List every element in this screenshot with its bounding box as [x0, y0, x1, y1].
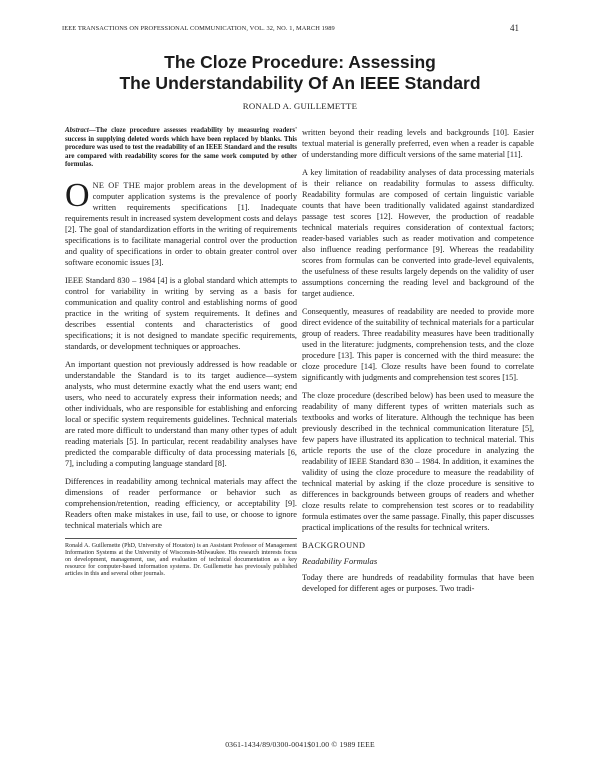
intro-paragraph-2: IEEE Standard 830 – 1984 [4] is a global standard which attempts to control for variability in writing by serving as a basis for communication and quality control and establishing norms of good practice in the writing of system requirements. It defines and describes essential contents and characteristics of good specifications; it is not designed to mandate specific requirements, standards, or development techniques or approaches. — [65, 275, 297, 351]
body-paragraph-2: A key limitation of readability analyses of data processing materials is their reliance on readability formulas to assess difficulty. Readability formulas are composed of certain linguistic variable counts that have been traditionally validated against standardized passage test scores [12]. However, the production of readable technical materials requires consideration of contextual factors; reader-based variables such as reader motivation and competence also influence reading performance [9]. Whereas the readability scores from formulas can be converted into grade-level equivalents, the usefulness of these results largely depends on the validity of user assumptions concerning the reading level and background of the target audience. — [302, 168, 534, 298]
page-number: 41 — [510, 23, 519, 33]
running-head: IEEE TRANSACTIONS ON PROFESSIONAL COMMUNICATION, VOL. 32, NO. 1, MARCH 1989 — [62, 25, 335, 32]
author-name: RONALD A. GUILLEMETTE — [242, 101, 358, 111]
abstract-text: —The cloze procedure assesses readability by measuring readers' success in supplying deleted words which have been replaced by blanks. This procedure was used to test the readability of an IEEE Standard and the results are compared with readability scores for the same work computed by other formulas. — [65, 127, 297, 168]
title-line-1: The Cloze Procedure: Assessing — [164, 52, 436, 72]
lead-in: NE OF THE — [92, 180, 141, 190]
body-paragraph-1: written beyond their reading levels and backgrounds [10]. Easier textual material is generally preferred, even when a reader is capable of understanding more difficult versions of the same material [11]. — [302, 128, 534, 159]
intro-paragraph-1 — [65, 176, 298, 268]
copyright-line: 0361-1434/89/0300-0041$01.00 © 1989 IEEE — [225, 740, 375, 749]
intro-paragraph-3: An important question not previously addressed is how readable or understandable the Standard is to its target audience—system analysts, who must determine exactly what the end users want; end users, who need to accurately express their information needs; and other individuals, who are responsible for establishing and enforcing local or specific system requirements guidelines. Technical materials are rated more difficult to understand than many other types of adult reading materials [5]. In particular, recent readability analyses have predicted the comparable difficulty of data processing materials [6, 7], including a computing language standard [8]. — [65, 359, 297, 468]
body-paragraph-3: Consequently, measures of readability are needed to provide more direct evidence of the suitability of technical materials for a particular group of readers. Three readability measures have been traditionally used in the literature: judgments, comprehension tests, and the cloze procedure [13]. This paper is concerned with the third measure: the cloze procedure [14]. Cloze results have been found to correlate significantly with judgments and comprehension test scores [15]. — [302, 307, 534, 382]
abstract — [65, 127, 297, 170]
subsection-heading: Readability Formulas — [302, 556, 378, 566]
paper-title — [60, 52, 540, 94]
section-heading: BACKGROUND — [302, 541, 366, 550]
title-line-2: The Understandability Of An IEEE Standard — [119, 73, 481, 93]
author-footnote: Ronald A. Guillemette (PhD, University of Houston) is an Assistant Professor of Management Information Systems at the University of Wisconsin-Milwaukee. His research interests focus on development, management, use, and evaluation of technical documentation as a key resource for computer-based information systems. Dr. Guillemette has previously published articles in this and several other journals. — [65, 538, 297, 579]
drop-cap: O — [65, 176, 90, 214]
body-paragraph-4: The cloze procedure (described below) has been used to measure the readability of many different types of written materials such as textbooks and works of literature. Although the technique has been previously described in the technical communication literature [5], few papers have illustrated its application to technical material. This article reports the use of the cloze procedure in analyzing the readability of IEEE Standard 830 – 1984. In addition, it examines the validity of using the cloze procedure to measure the readability of technical material by asking if the cloze procedure is sensitive to differences in backgrounds between groups of readers and whether cloze results relate to comprehension test scores or to readability formula estimates over the same passage. Finally, this paper discusses practical implications of the results for technical writers. — [302, 391, 534, 532]
intro-paragraph-1-text: major problem areas in the development of computer application systems is the prevalence of poorly written requirements specifications [1]. Inadequate requirements result in increased system development costs and delays [2]. The goal of standardization efforts in the writing of requirements specifications is to facilitate managerial control over the production and quality of specifications in order to obtain greater control over software economic issues [3]. — [65, 180, 298, 267]
intro-paragraph-4: Differences in readability among technical materials may affect the dimensions of reader performance or behavior such as comprehension/retention, reading efficiency, or acceptability [9]. Readers often make mistakes in use, fail to use, or choose to ignore technical materials which are — [65, 476, 297, 530]
abstract-label: Abstract — [65, 127, 89, 134]
right-column — [302, 127, 534, 601]
left-column — [65, 127, 297, 586]
body-paragraph-5: Today there are hundreds of readability formulas that have been developed for different ages or purposes. Two tradi- — [302, 573, 534, 593]
